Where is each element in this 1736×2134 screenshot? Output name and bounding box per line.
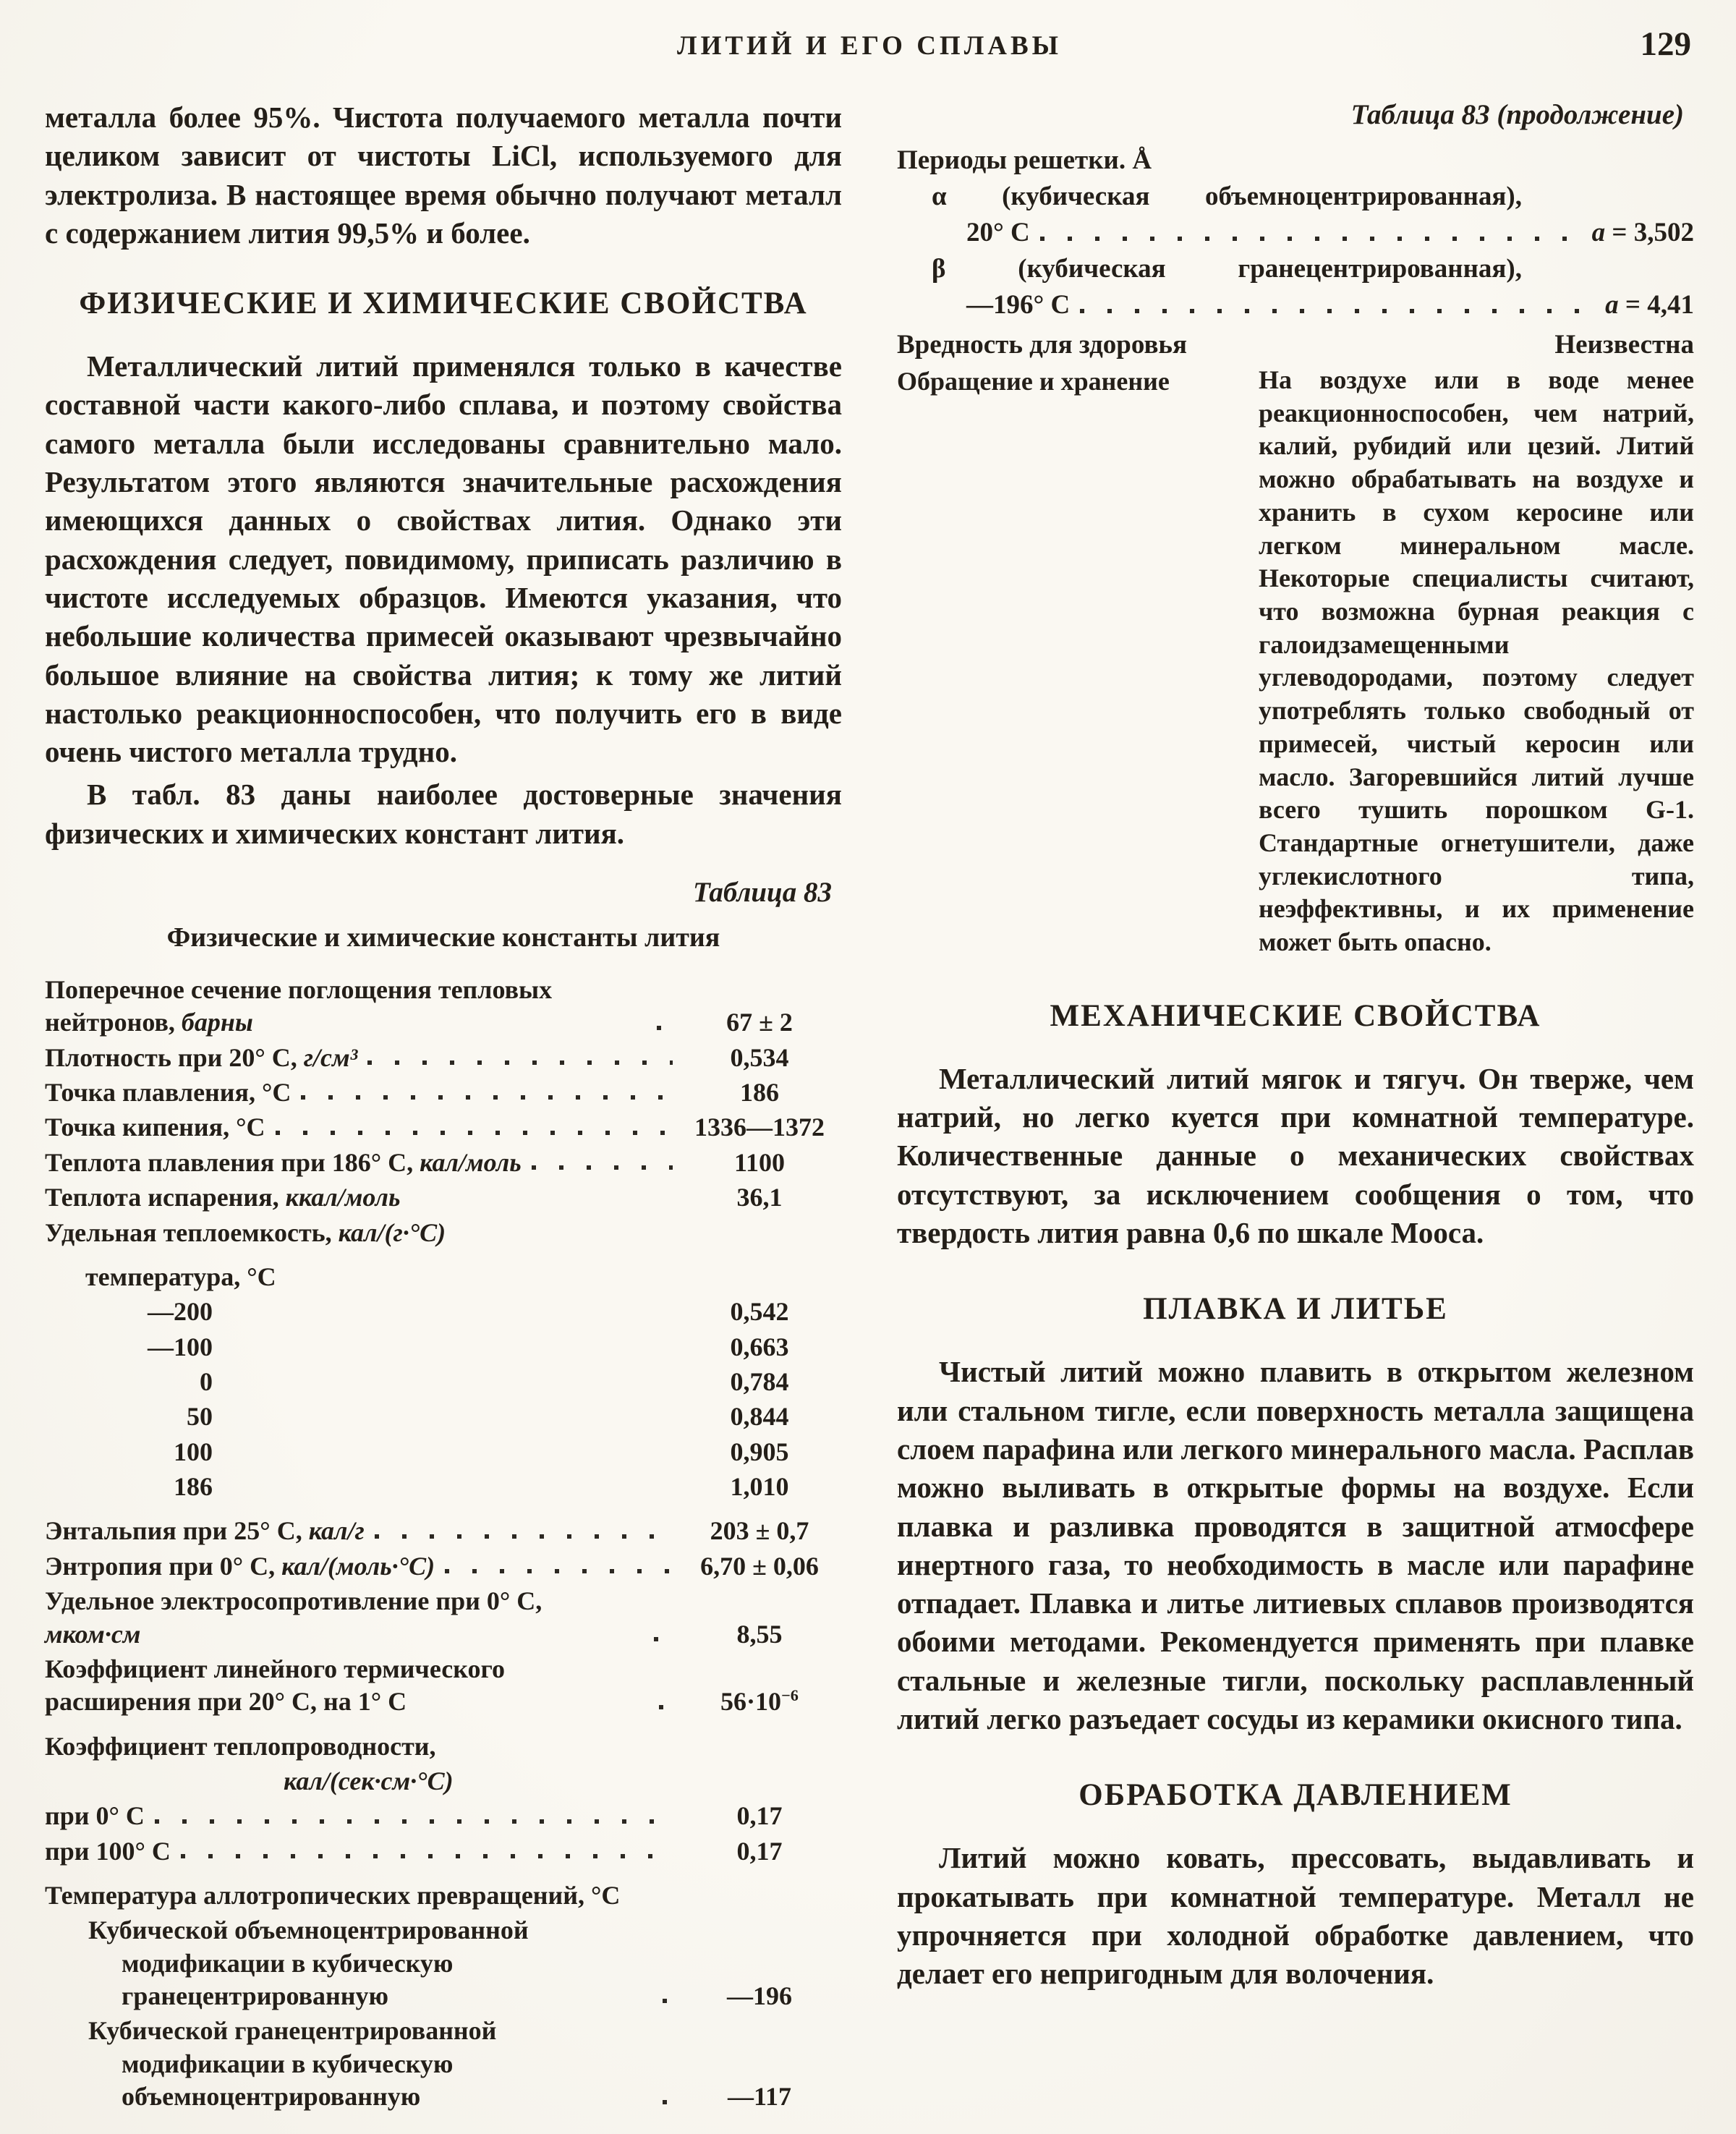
handling-text: На воздухе или в воде менее реакционноспособен, чем натрий, калий, рубидий или цезий. Литий можно обрабатывать на воздухе и хранить в сухом керосине или легком минеральном масле. Некоторые специалисты считают, что возможна бурная реакция с галоидзамещенными углеводородами, поэтому следует употреблять только свободный от примесей, чистый керосин или масло. Загоревшийся литий лучше всего тушить порошком G-1. Стандартные огнетушители, даже углекислотного типа, неэффективны, и их применение может быть опасно. xyxy=(1259,365,1694,957)
table-row xyxy=(45,1471,842,1503)
section-heading-physical-chemical: ФИЗИЧЕСКИЕ И ХИМИЧЕСКИЕ СВОЙСТВА xyxy=(79,286,808,321)
paragraph-melting: Чистый литий можно плавить в открытом железном или стальном тигле, если поверхность металла защищена слоем парафина или легкого минерального масла. Расплав можно выливать в открытые формы на воздухе. Если плавка и разливка проводятся в защитной атмосфере инертного газа, то необходимость в масле или парафине отпадает. Плавка и литье литиевых сплавов производятся обоими методами. Рекомендуется применять при плавке стальные и железные тигли, поскольку расплавленный литий легко разъедает сосуды из керамики окисного типа. xyxy=(897,1355,1694,1735)
table-row xyxy=(45,2015,842,2113)
row-label: Кубической гранецентрированной модификации в кубическую объемноцентрированную xyxy=(88,2016,497,2112)
dot-leader xyxy=(276,1131,673,1135)
table-caption: Таблица 83 xyxy=(692,877,832,909)
handling-label: Обращение и хранение xyxy=(897,366,1170,396)
row-value: 0,542 xyxy=(730,1297,789,1327)
dot-leader xyxy=(532,1165,673,1170)
row-value: 67 ± 2 xyxy=(726,1008,793,1037)
section-heading-melting: ПЛАВКА И ЛИТЬЕ xyxy=(1143,1292,1448,1327)
paragraph-table-ref: В табл. 83 даны наиболее достоверные значения физических и химических констант лития. xyxy=(45,778,842,850)
dot-leader xyxy=(1040,237,1588,241)
right-column xyxy=(897,98,1694,2116)
dot-leader xyxy=(181,1854,673,1858)
dot-leader xyxy=(445,1569,673,1573)
row-label: Энтропия при 0° С, кал/(моль·°С) xyxy=(45,1551,435,1581)
row-label: Теплота плавления при 186° С, кал/моль xyxy=(45,1147,522,1177)
table-row xyxy=(45,1914,842,2012)
lattice-header-row xyxy=(897,144,1694,178)
row-value: 6,70 ± 0,06 xyxy=(700,1551,819,1581)
table-row xyxy=(45,974,842,1040)
running-header xyxy=(45,26,1694,68)
row-value: a = 3,502 xyxy=(1591,217,1694,247)
table-title: Физические и химические константы лития xyxy=(166,922,720,953)
table-row xyxy=(45,1076,842,1109)
health-value: Неизвестна xyxy=(1554,329,1694,360)
row-value: 1,010 xyxy=(730,1472,789,1502)
paragraph-mechanical: Металлический литий мягок и тягуч. Он тверже, чем натрий, но легко куется при комнатной температуре. Количественные данные о механических свойствах отсутствуют, за исключением сообщения о том, что твердость лития равна 0,6 по шкале Мооса. xyxy=(897,1061,1694,1250)
row-value: —117 xyxy=(727,2082,791,2112)
dot-leader xyxy=(155,1819,673,1824)
row-label: 100 xyxy=(174,1437,213,1466)
row-value: 1336—1372 xyxy=(694,1113,825,1142)
table-row xyxy=(45,1585,842,1651)
table-row xyxy=(45,1730,842,1763)
row-label: —196° С xyxy=(966,289,1071,320)
row-label: Температура аллотропических превращений, °С xyxy=(45,1881,621,1910)
dot-leader xyxy=(301,1095,673,1100)
row-label: Коэффициент линейного термического расширения при 20° С, на 1° С xyxy=(45,1654,505,1717)
row-value: 186 xyxy=(740,1078,779,1108)
table-row xyxy=(45,1147,842,1179)
table-caption-continued: Таблица 83 (продолжение) xyxy=(1350,99,1684,130)
row-label: Периоды решетки. Å xyxy=(897,145,1152,175)
row-label: при 100° С xyxy=(45,1836,171,1866)
table-row xyxy=(45,1181,842,1214)
row-label: температура, °С xyxy=(85,1262,276,1291)
row-value: —196 xyxy=(727,1981,792,2011)
two-column-layout xyxy=(45,98,1694,2116)
table-subheader-row xyxy=(45,1261,842,1293)
row-label: Теплота испарения, ккал/моль xyxy=(45,1183,401,1212)
row-value: 0,17 xyxy=(736,1836,783,1866)
table-row xyxy=(45,1879,842,1912)
row-label: 186 xyxy=(174,1472,213,1502)
page-number: 129 xyxy=(1640,25,1691,63)
table-row xyxy=(45,1400,842,1433)
paragraph-intro: металла более 95%. Чистота получаемого металла почти целиком зависит от чистоты LiCl, используемого для электролиза. В настоящее время обычно получают металл с содержанием лития 99,5% и более. xyxy=(45,101,842,250)
table-row xyxy=(45,1296,842,1328)
row-label: 50 xyxy=(187,1402,213,1432)
table-row xyxy=(45,1042,842,1074)
table-row xyxy=(45,1366,842,1398)
dot-leader xyxy=(1080,309,1601,313)
row-value: 0,844 xyxy=(730,1402,789,1432)
running-title: ЛИТИЙ И ЕГО СПЛАВЫ xyxy=(677,31,1062,61)
row-label: 0 xyxy=(200,1367,213,1396)
row-value: $56\cdot 10^{-6}$ xyxy=(720,1686,799,1717)
health-row xyxy=(897,328,1694,362)
dot-leader xyxy=(657,1026,673,1030)
row-label: Точка плавления, °С xyxy=(45,1078,292,1108)
row-label: Поперечное сечение поглощения тепловых нейтронов, барны xyxy=(45,975,553,1037)
dot-leader xyxy=(659,1705,673,1709)
section-heading-pressure: ОБРАБОТКА ДАВЛЕНИЕМ xyxy=(1078,1778,1512,1813)
table-row xyxy=(45,1835,842,1868)
dot-leader xyxy=(375,1534,673,1539)
row-value: 1100 xyxy=(733,1147,785,1177)
row-label: Удельное электросопротивление при 0° С, мком·см xyxy=(45,1586,542,1649)
dot-leader xyxy=(663,2100,673,2104)
table-row xyxy=(45,1515,842,1547)
table-row xyxy=(45,1800,842,1832)
row-value: a = 4,41 xyxy=(1605,289,1694,320)
row-label: при 0° С xyxy=(45,1801,145,1831)
row-label: 20° С xyxy=(966,217,1030,247)
row-value: 0,784 xyxy=(730,1367,789,1396)
table-row xyxy=(45,1111,842,1144)
lattice-beta-row: β (кубическая гранецентрированная), xyxy=(932,253,1522,284)
dot-leader xyxy=(663,1999,673,2003)
table-row xyxy=(45,1217,842,1249)
row-label: Удельная теплоемкость, кал/(г·°С) xyxy=(45,1217,446,1247)
row-label: кал/(сек·см·°С) xyxy=(284,1766,454,1795)
row-value: 0,534 xyxy=(730,1042,789,1072)
row-value: 0,663 xyxy=(730,1332,789,1361)
left-column xyxy=(45,98,842,2116)
health-label: Вредность для здоровья xyxy=(897,329,1188,360)
row-value: 0,17 xyxy=(736,1801,783,1831)
table-unit-row xyxy=(45,1765,842,1798)
paragraph-pressure: Литий можно ковать, прессовать, выдавливать и прокатывать при комнатной температуре. Металл не упрочняется при холодной обработке давлением, что делает его непригодным для волочения. xyxy=(897,1841,1694,1991)
table-row xyxy=(45,1653,842,1719)
row-value: 36,1 xyxy=(736,1183,783,1212)
constants-table xyxy=(45,974,842,2114)
table-row xyxy=(45,1331,842,1364)
section-heading-mechanical: МЕХАНИЧЕСКИЕ СВОЙСТВА xyxy=(1050,998,1541,1033)
lattice-alpha-value-row xyxy=(897,216,1694,250)
table-row xyxy=(45,1436,842,1468)
table-row xyxy=(45,1550,842,1583)
row-value: 8,55 xyxy=(736,1619,783,1649)
row-label: Плотность при 20° С, г/см³ xyxy=(45,1042,358,1072)
constants-table-continued xyxy=(897,144,1694,959)
row-value: 203 ± 0,7 xyxy=(710,1516,809,1546)
dot-leader xyxy=(367,1060,673,1065)
row-value: 0,905 xyxy=(730,1437,789,1466)
handling-row xyxy=(897,364,1694,959)
paragraph-main: Металлический литий применялся только в качестве составной части какого-либо сплава, и поэтому свойства самого металла были исследованы сравнительно мало. Результатом этого являются значительные расхождения имеющихся данных о свойствах лития. Однако эти расхождения следует, повидимому, приписать различию в чистоте исследуемых образцов. Имеются указания, что небольшие количества примесей оказывают чрезвычайно большое влияние на свойства лития; к тому же литий настолько реакционноспособен, что получить его в виде очень чистого металла трудно. xyxy=(45,349,842,769)
lattice-alpha-row: α (кубическая объемноцентрированная), xyxy=(932,181,1522,211)
row-label: —200 xyxy=(148,1297,213,1327)
row-label: Энтальпия при 25° С, кал/г xyxy=(45,1516,365,1546)
lattice-beta-value-row xyxy=(897,289,1694,323)
row-label: Кубической объемноцентрированной модификации в кубическую гранецентрированную xyxy=(88,1916,529,2011)
row-label: —100 xyxy=(148,1332,213,1361)
dot-leader xyxy=(654,1637,673,1641)
row-label: Точка кипения, °С xyxy=(45,1113,265,1142)
row-label: Коэффициент теплопроводности, xyxy=(45,1731,436,1761)
